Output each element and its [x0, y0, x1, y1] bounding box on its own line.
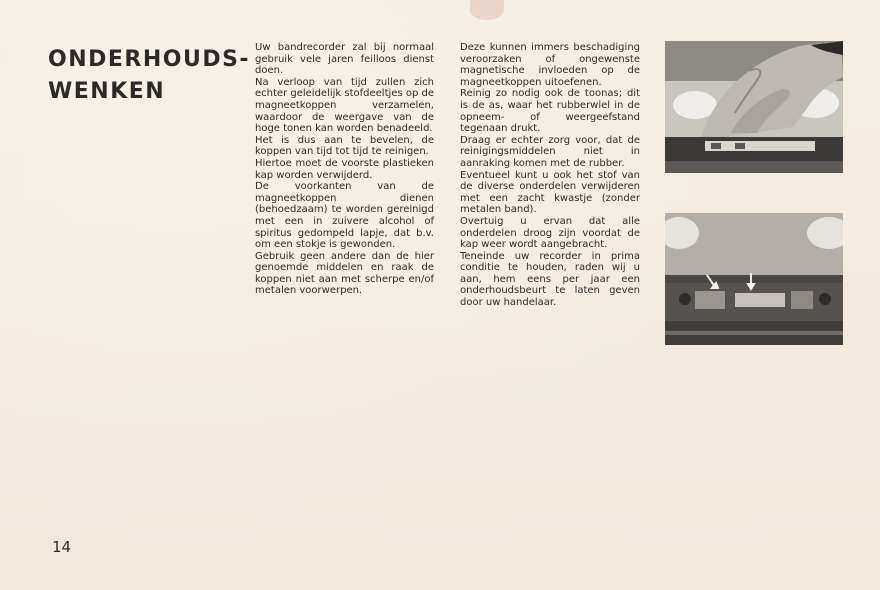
title-line-1: ONDERHOUDS- [48, 47, 251, 72]
title-line-2: WENKEN [48, 79, 166, 104]
paragraph: Uw bandrecorder zal bij normaal gebruik vele jaren feilloos dienst doen. [255, 42, 434, 77]
paragraph: Reinig zo nodig ook de toonas; dit is de as, waar het rubberwiel in de opneem- of weergeefstand tegenaan drukt. [460, 88, 640, 135]
paragraph: Overtuig u ervan dat alle onderdelen droog zijn voordat de kap weer wordt aangebracht. [460, 215, 640, 251]
paragraph: Eventueel kunt u ook het stof van de diverse onderdelen verwijderen met een zacht kwastje (zonder metalen band). [460, 169, 640, 216]
paragraph: Het is dus aan te bevelen, de koppen van tijd tot tijd te reinigen. [255, 134, 434, 158]
paragraph: De voorkanten van de magneetkoppen dienen (behoedzaam) te worden gereinigd met een in zuivere alcohol of spiritus gedompeld lapje, dat b.v. om een stokje is gewonden. [255, 181, 434, 251]
photo-removing-cover [665, 41, 843, 173]
paragraph: Teneinde uw recorder in prima conditie te houden, raden wij u aan, hem eens per jaar een onderhoudsbeurt te laten geven door uw handelaar. [460, 250, 640, 309]
paragraph: Draag er echter zorg voor, dat de reinigingsmiddelen niet in aanraking komen met de rubber. [460, 134, 640, 169]
page-title [48, 44, 251, 108]
page-number: 14 [52, 538, 72, 556]
paper-stain [470, 0, 504, 20]
paragraph: Na verloop van tijd zullen zich echter geleidelijk stofdeeltjes op de magneetkoppen verzamelen, waardoor de weergave van de hoge tonen kan worden benadeeld. [255, 76, 434, 135]
paragraph: Deze kunnen immers beschadiging veroorzaken of ongewenste magnetische invloeden op de magneetkoppen uitoefenen. [460, 42, 640, 88]
text-column-2 [460, 42, 640, 309]
photo-tape-heads-image [665, 213, 843, 345]
photo-tape-heads [665, 213, 843, 345]
paragraph: Gebruik geen andere dan de hier genoemde middelen en raak de koppen niet aan met scherpe en/of metalen voorwerpen. [255, 250, 434, 297]
paragraph: Hiertoe moet de voorste plastieken kap worden verwijderd. [255, 157, 434, 181]
photo-removing-cover-image [665, 41, 843, 173]
text-column-1 [255, 42, 434, 297]
